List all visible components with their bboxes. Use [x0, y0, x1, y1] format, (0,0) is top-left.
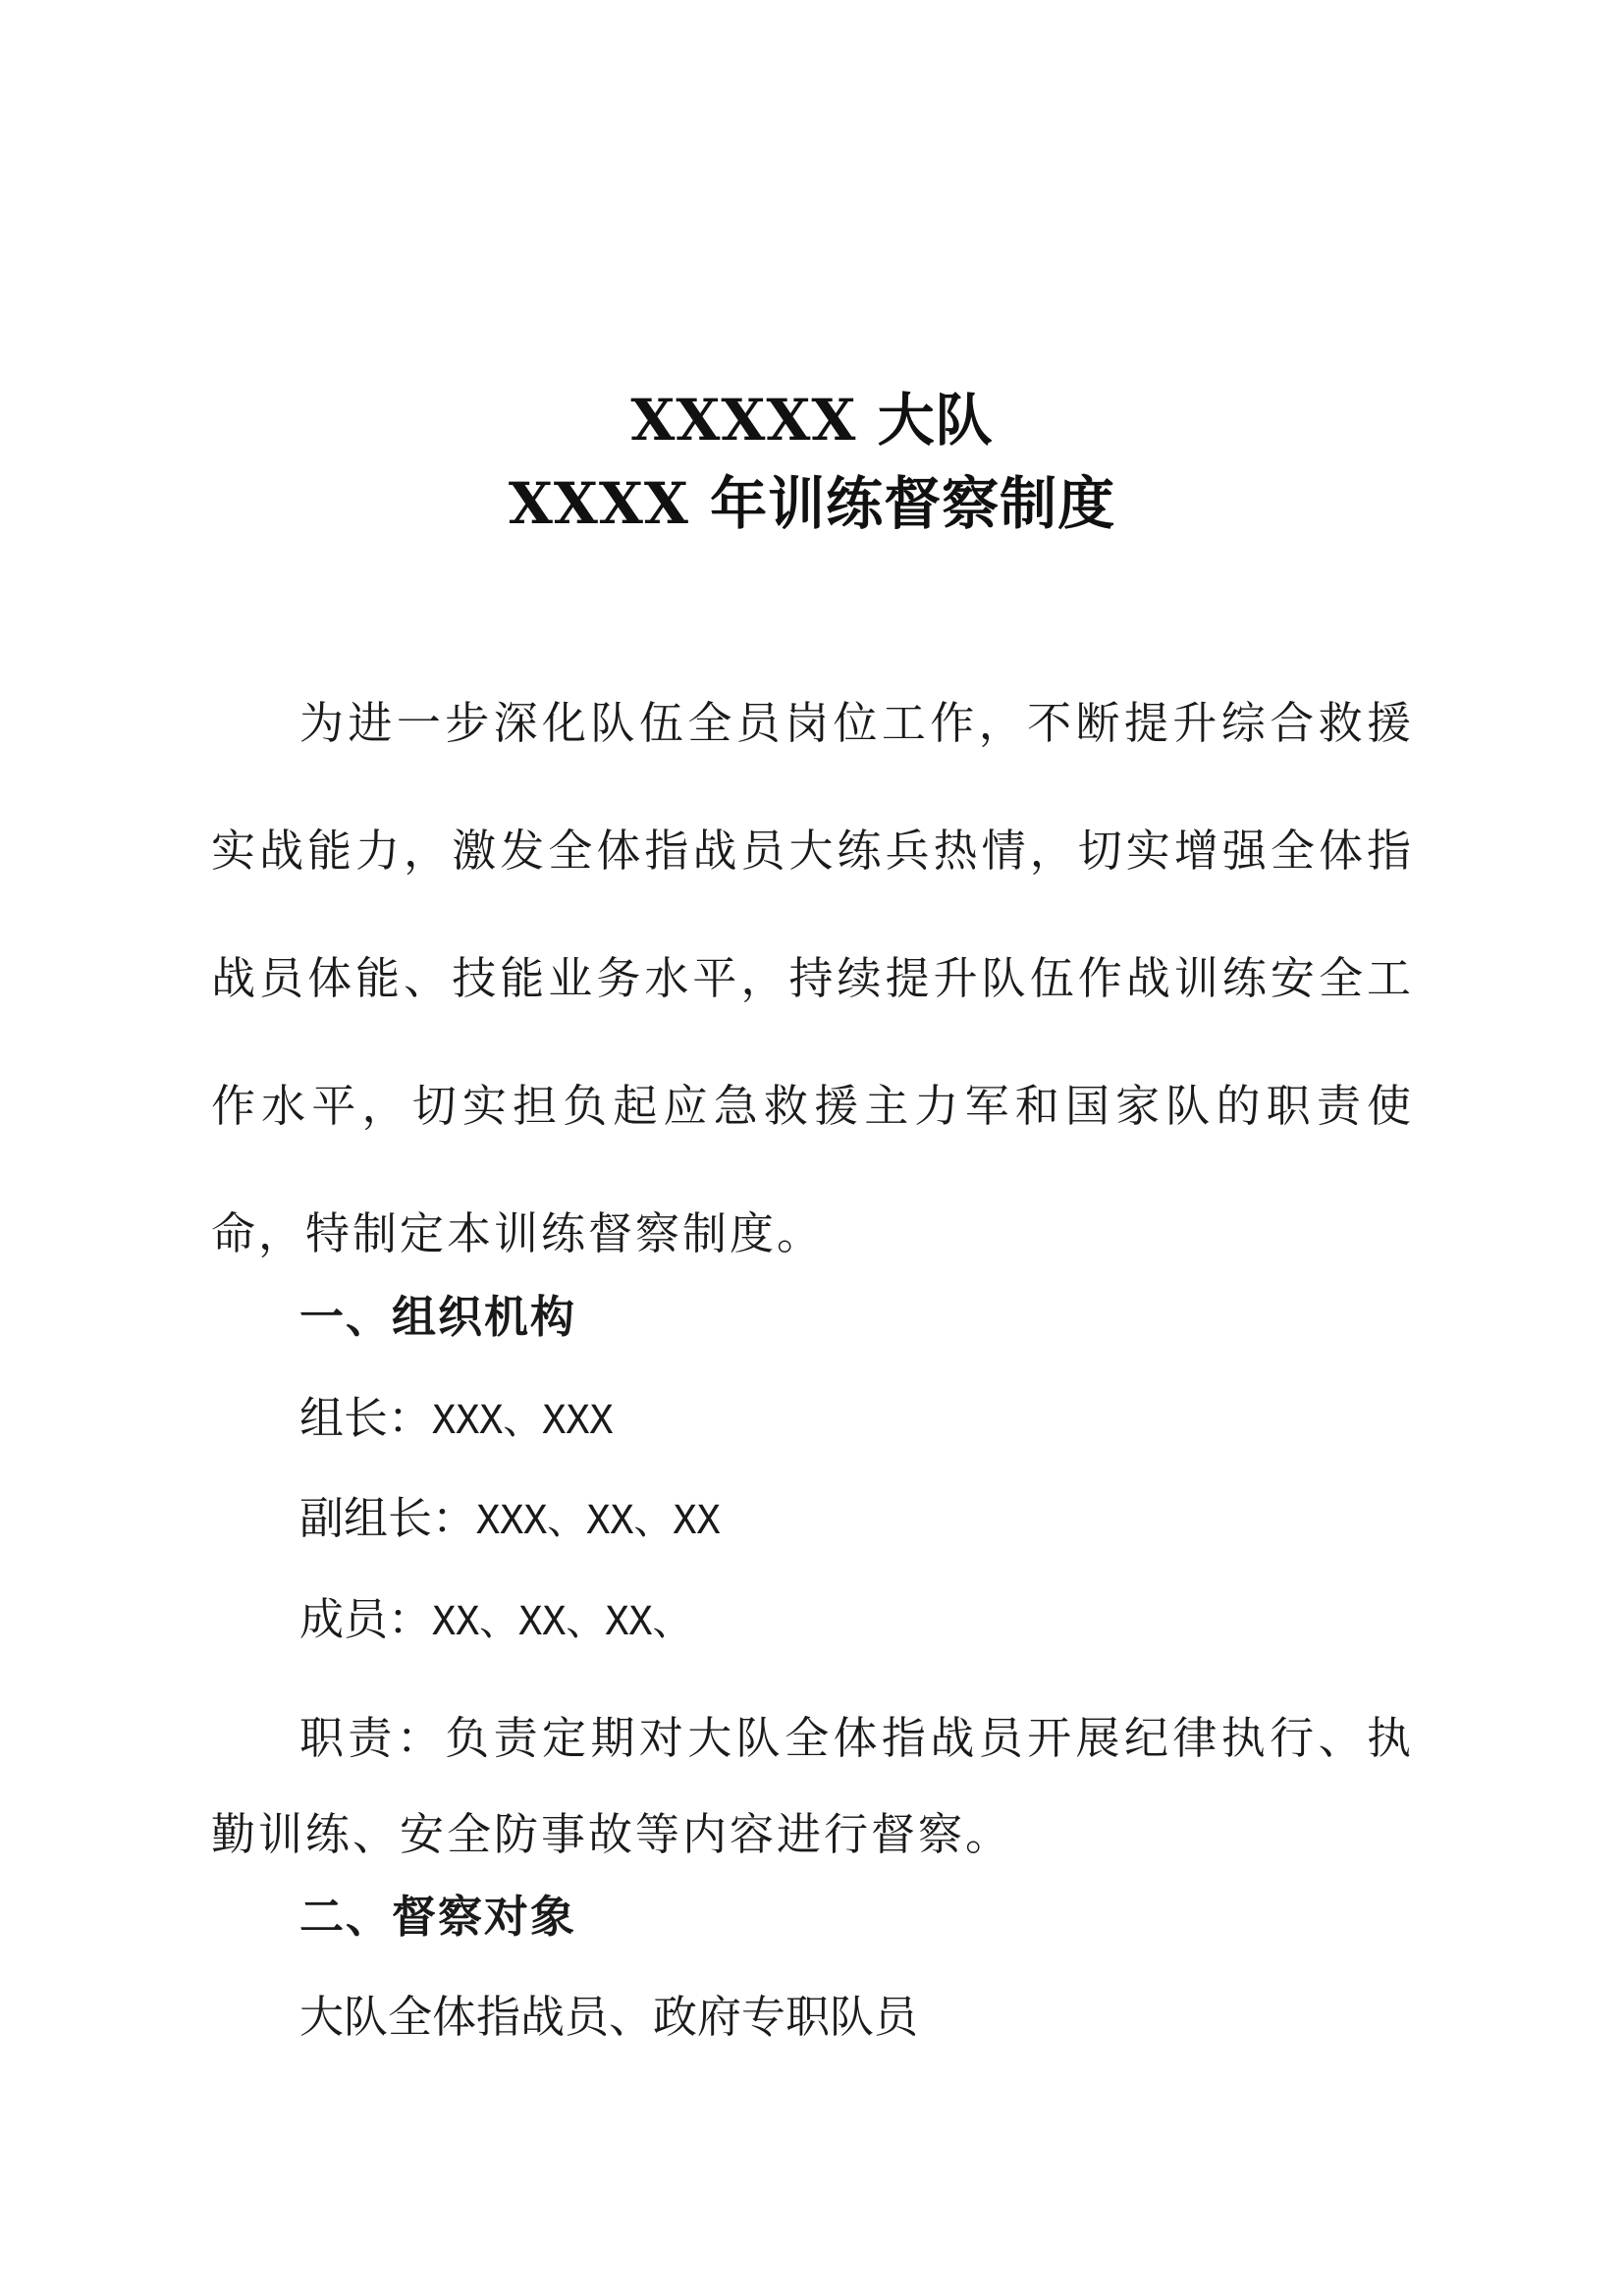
section-heading-organization: 一、组织机构: [299, 1291, 577, 1343]
duties-paragraph: 职责：负责定期对大队全体指战员开展纪律执行、执勤训练、安全防事故等内容进行督察。: [211, 1712, 1414, 1860]
members-line: [299, 1590, 692, 1651]
intro-paragraph: 为进一步深化队伍全员岗位工作，不断提升综合救援实战能力，激发全体指战员大练兵热情，切实增强全体指战员体能、技能业务水平，持续提升队伍作战训练安全工作水平，切实担负起应急救援主力军和国家队的职责使命，特制定本训练督察制度。: [211, 697, 1414, 1259]
section-heading-supervision-targets: 二、督察对象: [299, 1891, 577, 1943]
supervision-targets-text: 大队全体指战员、政府专职队员: [299, 1991, 919, 2043]
deputy-leader-value: XXX、XX、XX: [476, 1498, 721, 1543]
deputy-leader-line: [299, 1489, 721, 1550]
members-value: XX、XX、XX、: [432, 1599, 692, 1644]
leader-line: [299, 1389, 614, 1450]
deputy-leader-label: 副组长：: [299, 1492, 477, 1544]
document-title-line-1: XXXXX 大队: [630, 387, 994, 454]
members-label: 成员：: [299, 1593, 433, 1645]
document-title-line-2: XXXX 年训练督察制度: [508, 470, 1116, 537]
leader-value: XXX、XXX: [432, 1398, 614, 1443]
leader-label: 组长：: [299, 1392, 433, 1444]
